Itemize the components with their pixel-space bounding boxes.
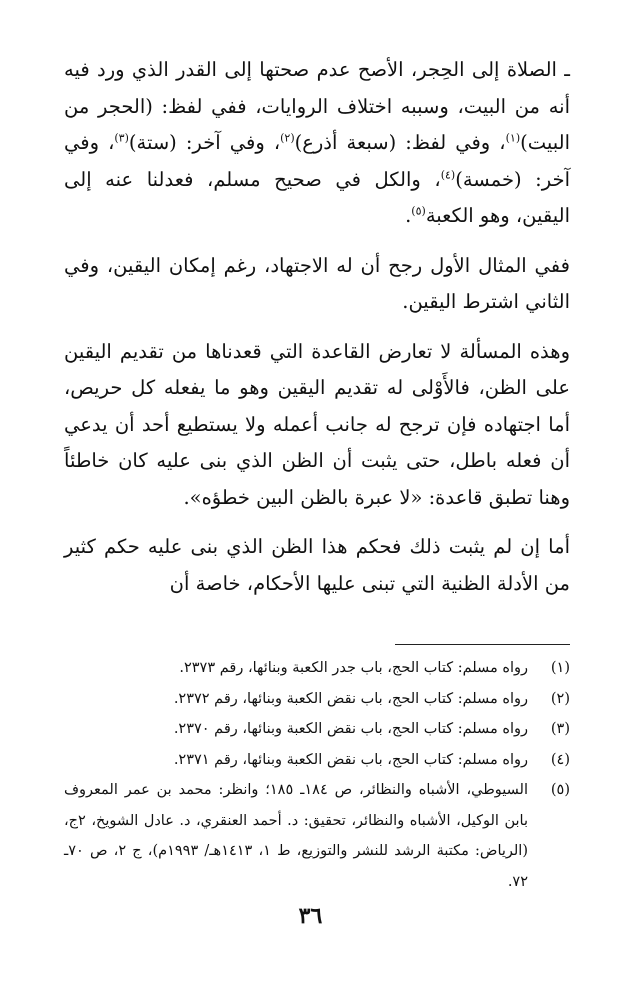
paragraph <box>64 248 570 321</box>
text-run: ، وفي لفظ: (سبعة أذرع) <box>294 131 506 154</box>
footnotes-section <box>64 653 570 897</box>
book-page <box>64 52 570 897</box>
page-number: ٣٦ <box>298 903 323 929</box>
text-run: ، والكل في صحيح مسلم، فعدلنا عنه إلى اليقين، وهو الكعبة <box>64 167 570 227</box>
text-run: ففي المثال الأول رجح أن له الاجتهاد، رغم إمكان اليقين، وفي الثاني اشترط اليقين. <box>64 253 570 313</box>
text-run: . <box>405 204 412 227</box>
main-text <box>64 52 570 602</box>
footnote <box>64 745 570 776</box>
footnote-number: (٤) <box>550 751 570 768</box>
paragraph <box>64 52 570 235</box>
footnote-text: رواه مسلم: كتاب الحج، باب نقض الكعبة وبنائها، رقم ٢٣٧١. <box>173 751 528 768</box>
footnote <box>64 714 570 745</box>
text-run: أما إن لم يثبت ذلك فحكم هذا الظن الذي بنى عليه حكم كثير من الأدلة الظنية التي تبنى عليها الأحكام، خاصة أن <box>64 535 570 595</box>
footnote <box>64 775 570 897</box>
footnote-reference: (٢) <box>280 131 295 145</box>
footnote-text: رواه مسلم: كتاب الحج، باب جدر الكعبة وبنائها، رقم ٢٣٧٣. <box>179 660 528 676</box>
footnote-reference: (٤) <box>440 168 456 181</box>
footnote-number: (٥) <box>550 782 570 798</box>
text-run: وهذه المسألة لا تعارض القاعدة التي قعدناها من تقديم اليقين على الظن، فالأَوْلى له تقديم اليقين وهو ما يفعله كل حريص، أما اجتهاده فإن ترجح له جانب أعمله ولا يستطيع أحد أن يدعي أن فعله باطل، حتى يثبت أن الظن الذي بنى عليه كان خاطئاً وهنا تطبق قاعدة: «لا عبرة بالظن البين خطؤه». <box>64 339 570 509</box>
footnote-text: رواه مسلم: كتاب الحج، باب نقض الكعبة وبنائها، رقم ٢٣٧٠. <box>173 721 528 737</box>
text-run: ، وفي آخر: (ستة) <box>128 131 281 154</box>
footnote-reference: (١) <box>505 131 521 145</box>
text-run: ، وفي آخر: (خمسة) <box>64 131 570 191</box>
footnote-separator <box>395 644 570 645</box>
footnote-reference: (٥) <box>411 204 426 218</box>
footnote-number: (٣) <box>550 721 570 737</box>
footnote-reference: (٣) <box>114 131 129 145</box>
footnote <box>64 684 570 715</box>
footnote-text: السيوطي، الأشباه والنظائر، ص ١٨٤ـ ١٨٥؛ وانظر: محمد بن عمر المعروف بابن الوكيل، الأشباه والنظائر، تحقيق: د. أحمد العنقري، د. عادل الشويخ، ٢ج، (الرياض: مكتبة الرشد للنشر والتوزيع، ط ١، ١٤١٣هـ/ ١٩٩٣م)، ج ٢، ص ٧٠ـ ٧٢. <box>64 782 529 890</box>
paragraph <box>64 334 570 517</box>
footnote <box>64 653 570 684</box>
text-run: ـ الصلاة إلى الحِجر، الأصح عدم صحتها إلى القدر الذي ورد فيه أنه من البيت، وسببه اختلاف الروايات، ففي لفظ: (الحجر من البيت) <box>64 58 571 154</box>
footnote-number: (١) <box>550 660 570 676</box>
footnote-text: رواه مسلم: كتاب الحج، باب نقض الكعبة وبنائها، رقم ٢٣٧٢. <box>173 690 528 707</box>
footnote-number: (٢) <box>550 690 570 707</box>
paragraph <box>64 529 570 602</box>
